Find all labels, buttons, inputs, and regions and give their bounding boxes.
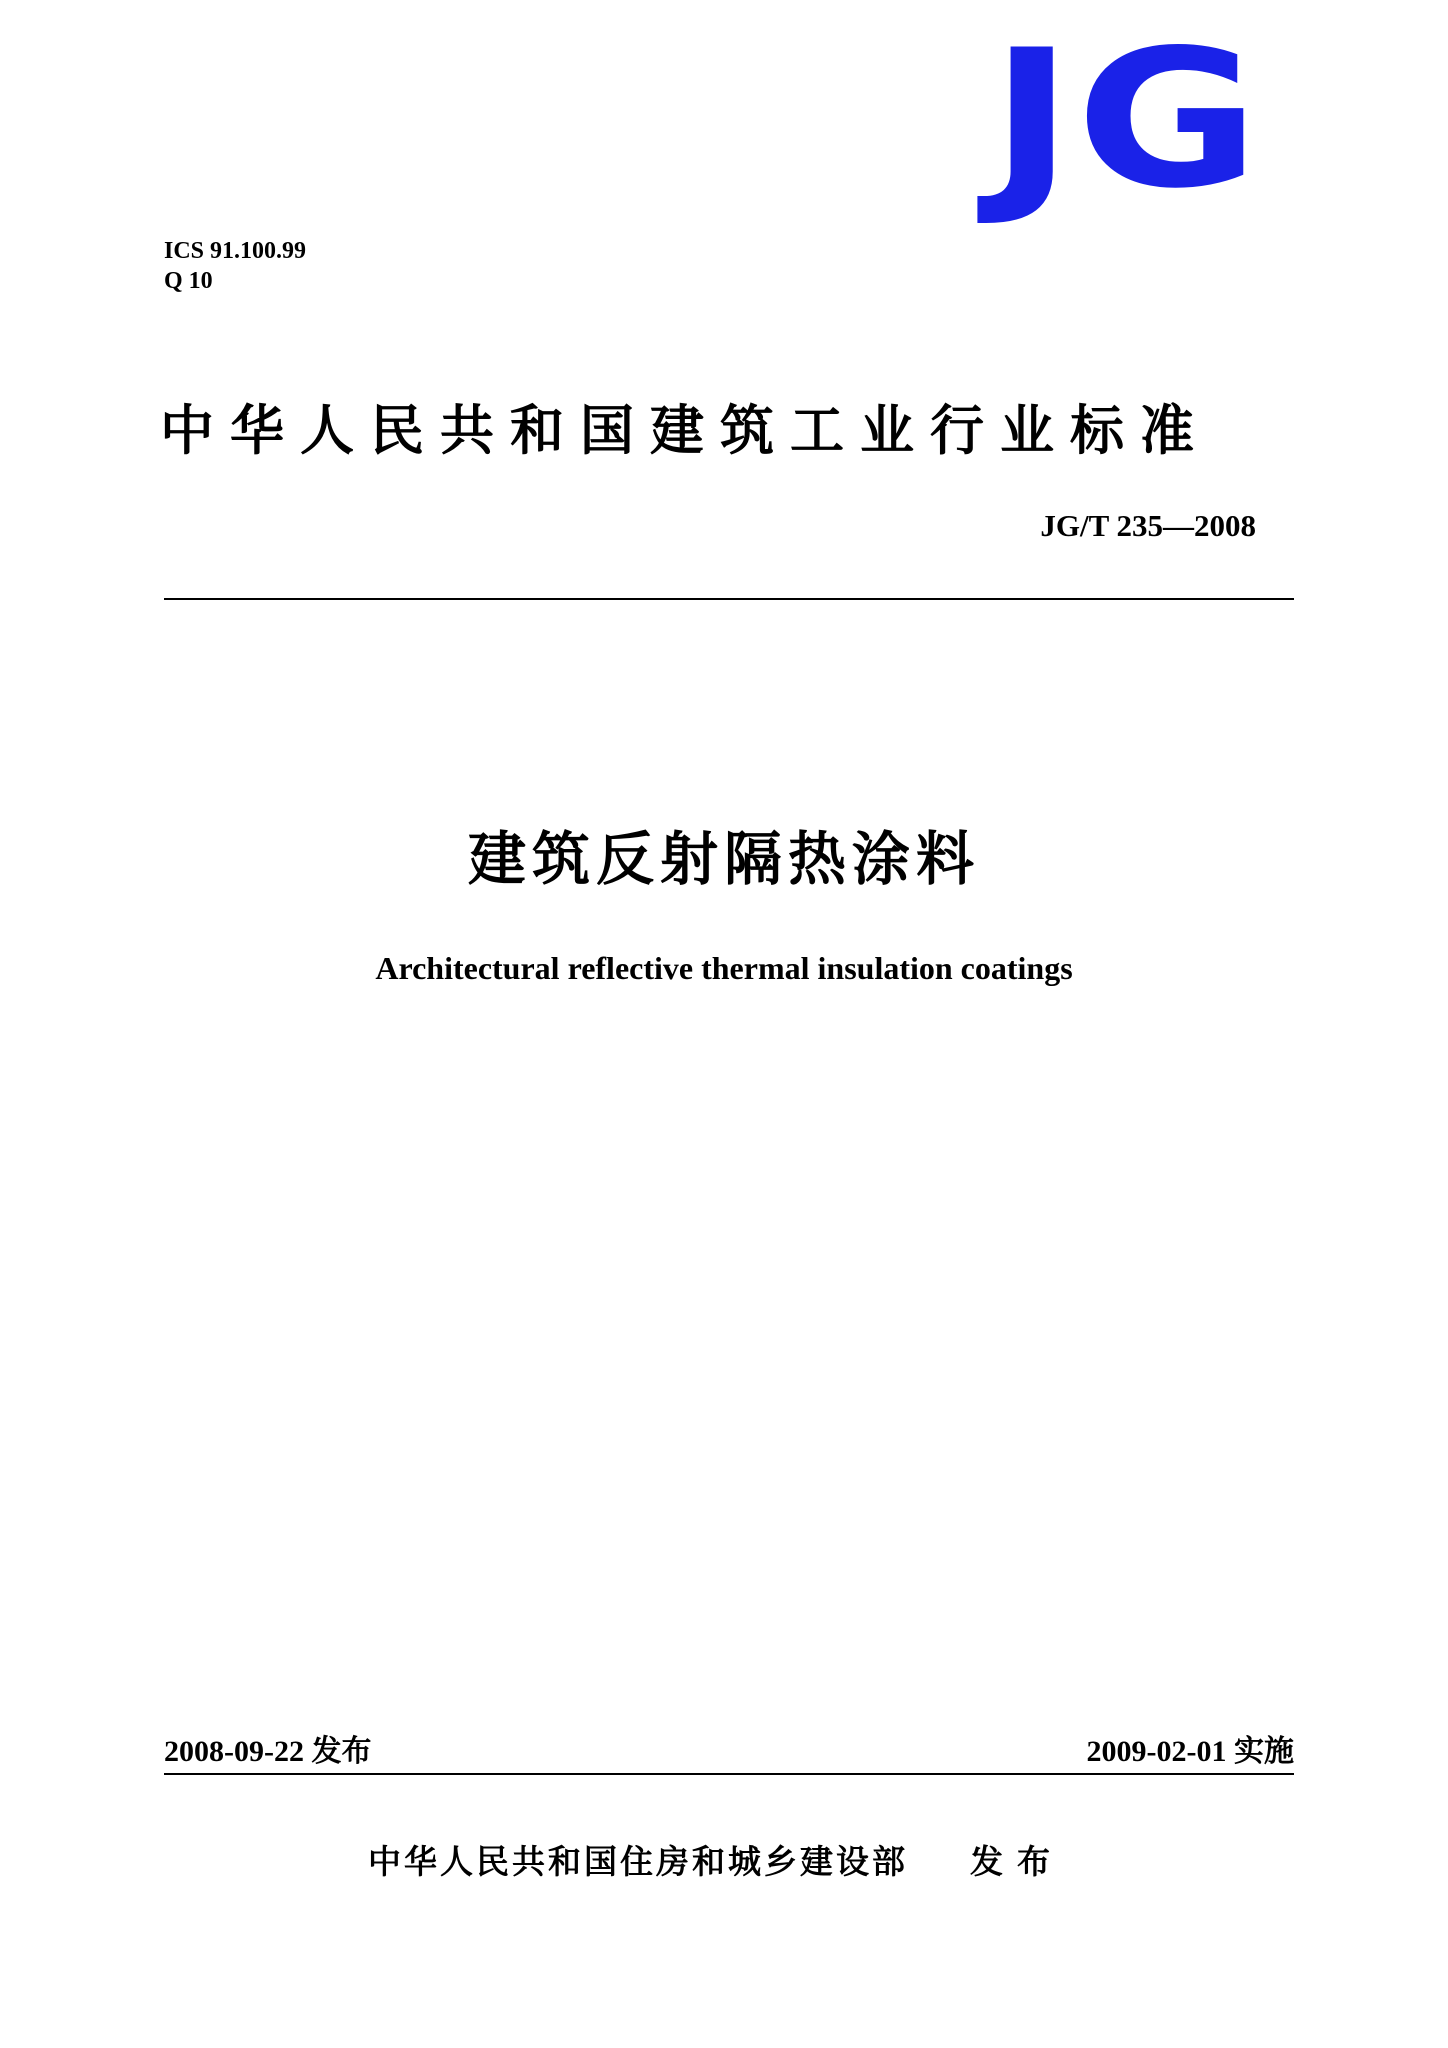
document-title-chinese: 建筑反射隔热涂料 xyxy=(467,825,980,893)
implementation-date: 2009-02-01 实施 xyxy=(1086,1735,1294,1768)
ics-code: ICS 91.100.99 xyxy=(164,238,307,264)
publish-date: 2008-09-22 发布 xyxy=(164,1735,372,1768)
bottom-divider xyxy=(164,1773,1294,1775)
standard-number: JG/T 235—2008 xyxy=(1040,508,1256,543)
document-title-english: Architectural reflective thermal insulation coatings xyxy=(375,950,1073,986)
classification-codes xyxy=(164,236,306,296)
jg-logo: JG xyxy=(990,9,1263,230)
standard-type-heading: 中华人民共和国建筑工业行业标准 xyxy=(160,399,1210,462)
issuer-action: 发布 xyxy=(970,1842,1064,1881)
top-divider xyxy=(164,598,1294,600)
issuing-authority xyxy=(368,1836,1064,1883)
issuer-name: 中华人民共和国住房和城乡建设部 xyxy=(368,1842,908,1881)
ccs-code: Q 10 xyxy=(164,268,213,294)
